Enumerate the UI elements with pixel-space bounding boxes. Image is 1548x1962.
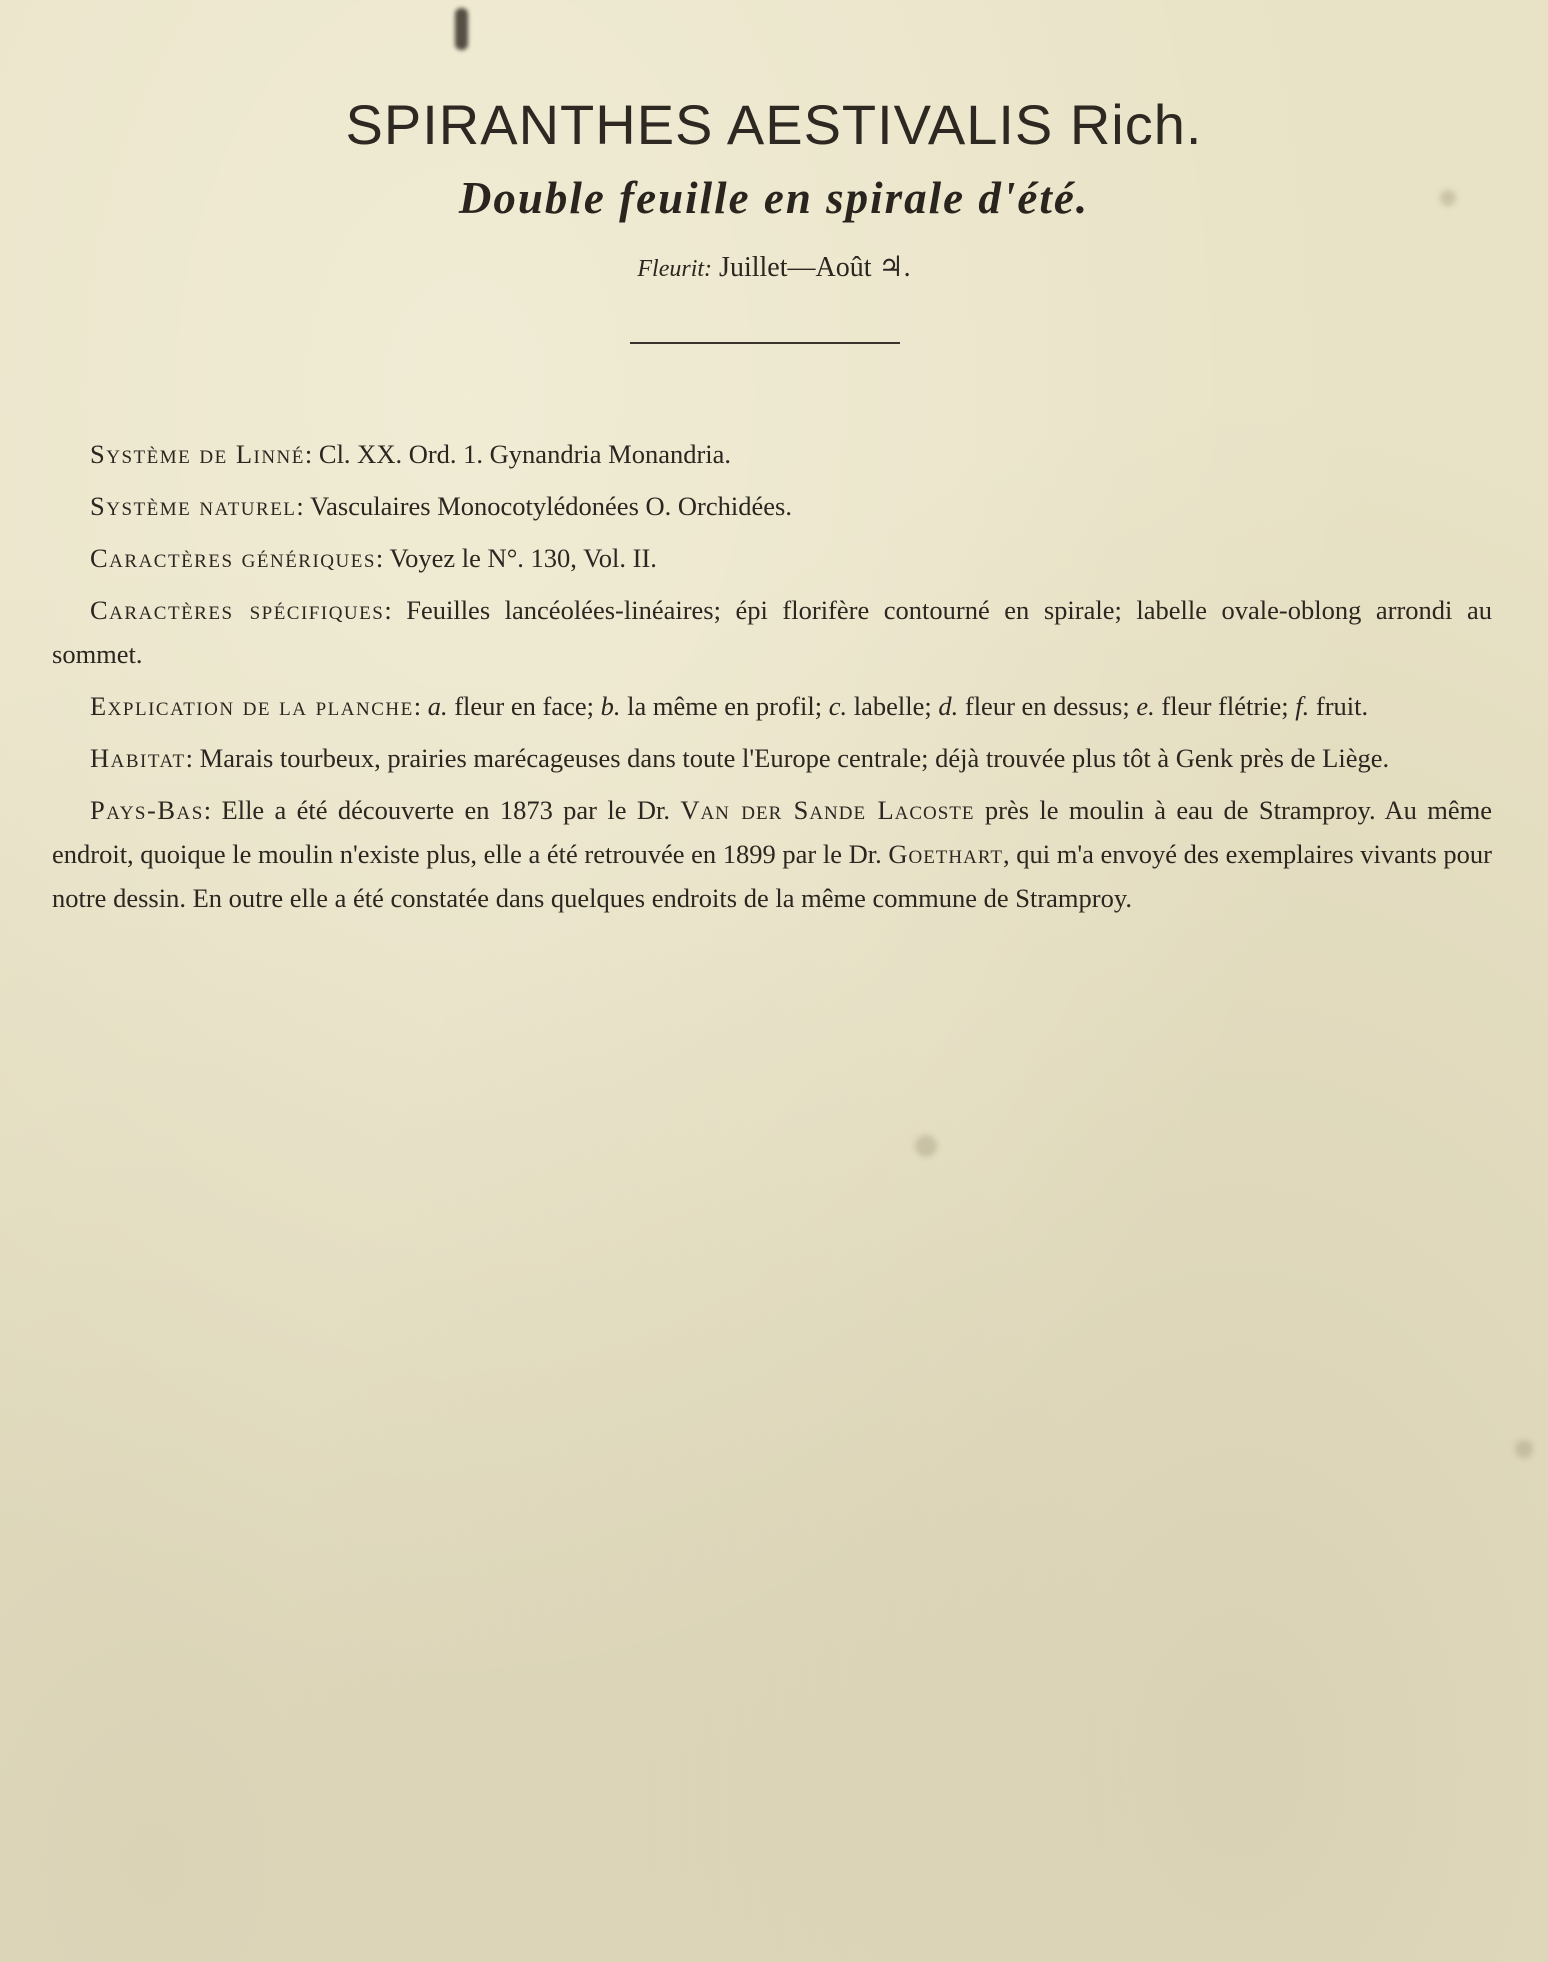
plate-letter: a. <box>427 691 448 721</box>
entry-heading: Système naturel <box>90 491 297 521</box>
flowering-label: Fleurit: <box>637 256 713 282</box>
description-body <box>52 432 1492 928</box>
entry-naturel: Système naturel: Vasculaires Monocotylédonées O. Orchidées. <box>90 491 792 521</box>
entry-heading: Explication de la planche <box>90 691 414 721</box>
entry-generiques: Caractères génériques: Voyez le N°. 130, Vol. II. <box>90 543 657 573</box>
common-name: Double feuille en spirale d'été. <box>458 173 1090 223</box>
entry-heading: Pays-Bas <box>90 795 204 825</box>
person-name: Van der Sande Lacoste <box>680 795 975 825</box>
plate-caption: la même en profil; <box>627 691 823 721</box>
person-name: Goethart <box>888 839 1003 869</box>
entry-habitat: Habitat: Marais tourbeux, prairies marécageuses dans toute l'Europe centrale; déjà trouvée plus tôt à Genk près de Liège. <box>90 743 1390 773</box>
entry-text: Feuilles lancéolées-linéaires; épi florifère contourné en spirale; labelle ovale-oblong arrondi au sommet. <box>52 595 1492 669</box>
flowering-value: Juillet—Août ♃. <box>719 252 911 283</box>
entry-heading: Système de Linné <box>90 439 305 469</box>
entry-text: Cl. XX. Ord. 1. Gynandria Monandria. <box>318 439 732 469</box>
entry-linne: Système de Linné: Cl. XX. Ord. 1. Gynandria Monandria. <box>90 439 732 469</box>
paper-smudge <box>915 1135 937 1157</box>
plate-letter: e. <box>1136 691 1155 721</box>
ink-mark <box>455 8 468 50</box>
entry-text: , qui m'a envoyé des exemplaires vivants pour notre dessin. En outre elle a été constatée dans quelques endroits de la même commune de Stramproy. <box>52 839 1493 913</box>
entry-text: près le moulin à eau de Stramproy. Au même endroit, quoique le moulin n'existe plus, elle a été retrouvée en 1899 par le Dr. <box>52 795 1493 869</box>
entry-heading: Caractères spécifiques <box>90 595 385 625</box>
entry-text: Marais tourbeux, prairies marécageuses dans toute l'Europe centrale; déjà trouvée plus tôt à Genk près de Liège. <box>199 743 1390 773</box>
species-name: SPIRANTHES AESTIVALIS <box>345 93 1054 156</box>
plate-letter: d. <box>938 691 959 721</box>
plate-caption: labelle; <box>853 691 932 721</box>
divider-rule <box>630 342 900 344</box>
entry-heading: Habitat <box>90 743 186 773</box>
plate-caption: fleur en face; <box>454 691 594 721</box>
entry-explication: Explication de la planche: a. fleur en face; b. la même en profil; c. labelle; d. fleur en dessus; e. fleur flétrie; f. fruit. <box>90 691 1369 721</box>
entry-paysbas: Pays-Bas: Elle a été découverte en 1873 par le Dr. Van der Sande Lacoste près le moulin à eau de Stramproy. Au même endroit, quoique le moulin n'existe plus, elle a été retrouvée en 1899 par le Dr. Goethart, qui m'a envoyé des exemplaires vivants pour notre dessin. En outre elle a été constatée dans quelques endroits de la même commune de Stramproy. <box>52 795 1493 913</box>
entry-text: Elle a été découverte en 1873 par le Dr. <box>221 795 670 825</box>
plate-caption: fleur en dessus; <box>964 691 1130 721</box>
entry-text: Vasculaires Monocotylédonées O. Orchidées. <box>309 491 792 521</box>
species-title <box>0 92 1548 157</box>
flowering-period <box>0 250 1548 284</box>
plate-letter: b. <box>600 691 621 721</box>
species-author: Rich. <box>1069 93 1203 156</box>
entry-heading: Caractères génériques <box>90 543 376 573</box>
plate-letter: c. <box>828 691 848 721</box>
plate-caption: fleur flétrie; <box>1161 691 1289 721</box>
plate-letter: f. <box>1295 691 1310 721</box>
paper-smudge <box>1515 1440 1533 1458</box>
entry-text: Voyez le N°. 130, Vol. II. <box>389 543 657 573</box>
plate-caption: fruit. <box>1315 691 1369 721</box>
entry-specifiques: Caractères spécifiques: Feuilles lancéolées-linéaires; épi florifère contourné en spirale; labelle ovale-oblong arrondi au sommet. <box>52 595 1492 669</box>
